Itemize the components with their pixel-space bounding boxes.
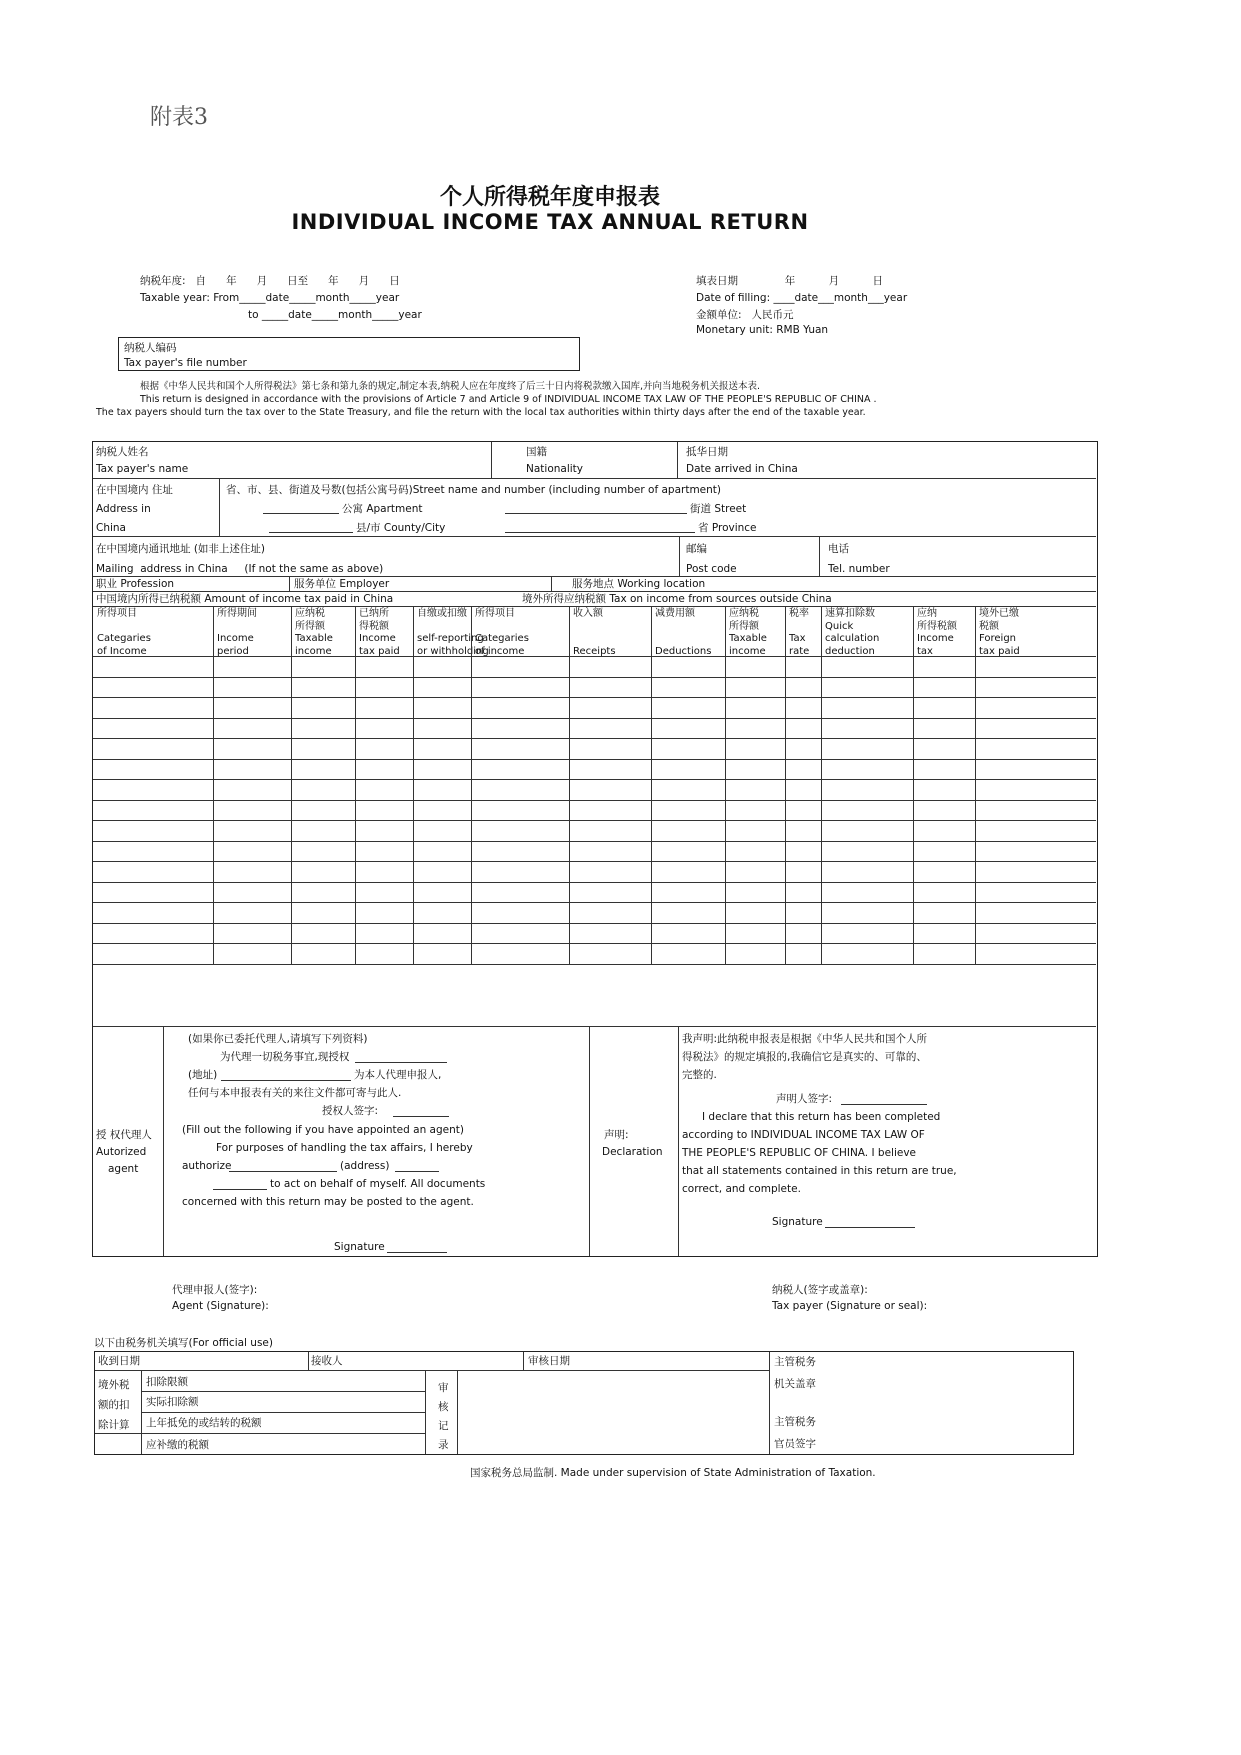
address-label-en-2: China — [96, 522, 126, 534]
column-header — [472, 607, 568, 659]
agent-line-6: (Fill out the following if you have appointed an agent) — [182, 1124, 464, 1136]
main-return-table — [92, 441, 1098, 1257]
agent-label-en-1: Autorized — [96, 1146, 147, 1158]
intro-zh: 根据《中华人民共和国个人所得税法》第七条和第九条的规定,制定本表,纳税人应在年度终了后三十日内将税款缴入国库,并向当地税务机关报送本表. — [140, 381, 761, 392]
taxable-year-en-to: to _____date_____month_____year — [248, 309, 422, 321]
taxpayer-signature-zh: 纳税人(签字或盖章): — [772, 1284, 868, 1296]
address-label-en-1: Address in — [96, 503, 151, 515]
taxpayer-signature-en: Tax payer (Signature or seal): — [772, 1300, 928, 1312]
column-header-en: Quick calculation deduction — [825, 620, 880, 657]
filing-date-en: Date of filling: ____date___month___year — [696, 292, 908, 304]
footer-note: 国家税务总局监制. Made under supervision of State Administration of Taxation. — [470, 1467, 876, 1479]
arrival-date-label-en: Date arrived in China — [686, 463, 798, 475]
column-header — [726, 607, 784, 659]
column-header — [976, 607, 1095, 659]
column-header-zh: 速算扣除数 — [825, 608, 875, 619]
column-header — [414, 607, 489, 659]
table-row[interactable] — [93, 882, 1096, 903]
declaration-en-2: according to INDIVIDUAL INCOME TAX LAW OF — [682, 1129, 925, 1141]
tax-due-label: 应补缴的税额 — [146, 1439, 209, 1451]
chief-sign-1: 主管税务 — [774, 1416, 816, 1428]
table-row[interactable] — [93, 738, 1096, 759]
tel-label-zh: 电话 — [828, 543, 849, 555]
nationality-label-zh: 国籍 — [526, 446, 547, 458]
agent-line-1: (如果你已委托代理人,请填写下列资料) — [188, 1033, 368, 1045]
column-header — [570, 607, 650, 659]
column-header-zh: 减费用额 — [655, 608, 695, 619]
official-use-header: 以下由税务机关填写(For official use) — [94, 1337, 273, 1349]
post-code-label-zh: 邮编 — [686, 543, 707, 555]
table-row[interactable] — [93, 902, 1096, 923]
filing-date-zh: 填表日期 年 月 日 — [696, 275, 883, 287]
received-date-label: 收到日期 — [98, 1355, 140, 1367]
column-header-zh: 应纳 所得税额 — [917, 608, 957, 632]
column-header — [652, 607, 724, 659]
column-header-en: Income tax paid — [359, 633, 400, 657]
agent-line-7: For purposes of handling the tax affairs, I hereby — [216, 1142, 473, 1154]
column-header-zh: 已纳所 得税额 — [359, 608, 389, 632]
apartment-label: 公寓 Apartment — [342, 503, 423, 515]
agent-signature-label: Signature — [334, 1241, 385, 1253]
table-row[interactable] — [93, 800, 1096, 821]
page-title-en: INDIVIDUAL INCOME TAX ANNUAL RETURN — [291, 210, 809, 234]
street-header: 省、市、县、街道及号数(包括公寓号码)Street name and number (including number of apartment) — [226, 484, 722, 496]
column-header-en: Foreign tax paid — [979, 633, 1020, 657]
intro-en-2: The tax payers should turn the tax over to the State Treasury, and file the return with the local tax authorities within thirty days after the end of the taxable year. — [96, 407, 866, 418]
working-location-label: 服务地点 Working location — [572, 578, 706, 590]
column-header-en: Income tax — [917, 633, 954, 657]
taxable-year-zh: 纳税年度: 自 年 月 日至 年 月 日 — [140, 275, 400, 287]
column-header-zh: 所得期间 — [217, 608, 257, 619]
street-label: 街道 Street — [690, 503, 747, 515]
column-header-en: Receipts — [573, 645, 616, 657]
chief-seal-2: 机关盖章 — [774, 1378, 816, 1390]
agent-signature-zh: 代理申报人(签字): — [172, 1284, 258, 1296]
official-use-table — [94, 1351, 1074, 1455]
taxpayer-name-label-zh: 纳税人姓名 — [96, 446, 149, 458]
table-row[interactable] — [93, 718, 1096, 739]
column-header-en: self-reporting or withholding — [417, 633, 489, 657]
agent-line-2: 为代理一切税务事宜,现授权 — [220, 1051, 350, 1063]
mailing-address-label-en: Mailing address in China (If not the same as above) — [96, 563, 384, 575]
province-label: 省 Province — [698, 522, 757, 534]
declaration-signature-label: Signature — [772, 1216, 823, 1228]
chief-seal-1: 主管税务 — [774, 1356, 816, 1368]
intro-en-1: This return is designed in accordance with the provisions of Article 7 and Article 9 of INDIVIDUAL INCOME TAX LAW OF THE PEOPLE'S REPUBLIC OF CHINA . — [140, 394, 877, 405]
agent-line-3a: (地址) — [188, 1069, 218, 1081]
file-number-box[interactable] — [118, 337, 580, 371]
column-header-zh: 税率 — [789, 608, 809, 619]
declaration-zh-4: 声明人签字: — [776, 1093, 833, 1105]
arrival-date-label-zh: 抵华日期 — [686, 446, 728, 458]
review-record-label: 审核记录 — [438, 1382, 449, 1451]
column-header-zh: 应纳税 所得额 — [295, 608, 325, 632]
taxpayer-name-label-en: Tax payer's name — [96, 463, 189, 475]
annex-label: 附表3 — [150, 105, 208, 130]
agent-line-8a: authorize — [182, 1160, 232, 1172]
agent-label-zh: 授 权代理人 — [96, 1129, 152, 1141]
table-row[interactable] — [93, 779, 1096, 800]
agent-line-5: 授权人签字: — [322, 1105, 379, 1117]
agent-line-10: concerned with this return may be posted to the agent. — [182, 1196, 474, 1208]
column-header-zh: 所得项目 — [475, 608, 515, 619]
agent-signature-line[interactable] — [387, 1241, 447, 1253]
column-header-zh: 自缴或扣缴 — [417, 608, 467, 619]
column-header-en: Deductions — [655, 645, 712, 657]
declaration-zh-1: 我声明:此纳税申报表是根据《中华人民共和国个人所 — [682, 1033, 928, 1045]
deduction-limit-label: 扣除限额 — [146, 1376, 188, 1388]
nationality-label-en: Nationality — [526, 463, 584, 475]
agent-line-4: 任何与本申报表有关的来往文件都可寄与此人. — [188, 1087, 402, 1099]
table-row[interactable] — [93, 677, 1096, 698]
table-row[interactable] — [93, 841, 1096, 862]
agent-line-3b: 为本人代理申报人, — [354, 1069, 442, 1081]
employer-label: 服务单位 Employer — [294, 578, 390, 590]
column-header — [356, 607, 412, 659]
declaration-signature-line[interactable] — [825, 1216, 915, 1228]
agent-signature-en: Agent (Signature): — [172, 1300, 269, 1312]
column-header — [214, 607, 290, 659]
declaration-en-4: that all statements contained in this return are true, — [682, 1165, 957, 1177]
monetary-unit-en: Monetary unit: RMB Yuan — [696, 324, 829, 336]
table-row[interactable] — [93, 656, 1096, 677]
mailing-address-label-zh: 在中国境内通讯地址 (如非上述住址) — [96, 543, 266, 555]
taxable-year-en-from: Taxable year: From_____date_____month_____year — [140, 292, 400, 304]
column-header-en: Categaries of Income — [97, 633, 151, 657]
table-row[interactable] — [93, 759, 1096, 780]
column-header-en: Categaries of income — [475, 633, 529, 657]
agent-line-9: to act on behalf of myself. All documents — [270, 1178, 486, 1190]
table-row[interactable] — [93, 820, 1096, 841]
declaration-label-zh: 声明: — [604, 1129, 629, 1141]
file-number-label-zh: 纳税人编码 — [124, 342, 177, 354]
column-header-en: Tax rate — [789, 633, 810, 657]
profession-label: 职业 Profession — [96, 578, 175, 590]
post-code-label-en: Post code — [686, 563, 737, 575]
column-header — [786, 607, 820, 659]
column-header-zh: 应纳税 所得额 — [729, 608, 759, 632]
column-header-zh: 所得项目 — [97, 608, 137, 619]
column-header-zh: 收入额 — [573, 608, 603, 619]
declaration-zh-2: 得税法》的规定填报的,我确信它是真实的、可靠的、 — [682, 1051, 927, 1063]
declaration-en-1: I declare that this return has been completed — [702, 1111, 941, 1123]
table-row[interactable] — [93, 861, 1096, 882]
review-date-label: 审核日期 — [528, 1355, 570, 1367]
table-row[interactable] — [93, 923, 1096, 944]
address-label-zh: 在中国境内 住址 — [96, 484, 173, 496]
county-city-label: 县/市 County/City — [356, 522, 446, 534]
table-row[interactable] — [93, 697, 1096, 718]
page-title-zh: 个人所得税年度申报表 — [439, 185, 660, 210]
column-header — [914, 607, 974, 659]
column-header-en: Taxable income — [729, 633, 767, 657]
declaration-en-3: THE PEOPLE'S REPUBLIC OF CHINA. I believe — [682, 1147, 917, 1159]
file-number-label-en: Tax payer's file number — [124, 357, 247, 369]
carryover-tax-label: 上年抵免的或结转的税额 — [146, 1417, 262, 1429]
chief-sign-2: 官员签字 — [774, 1438, 816, 1450]
monetary-unit-zh: 金额单位: 人民币元 — [696, 309, 794, 321]
column-header-zh: 境外已缴 税额 — [979, 608, 1019, 632]
column-header — [94, 607, 212, 659]
actual-deduction-label: 实际扣除额 — [146, 1396, 199, 1408]
domestic-section-header: 中国境内所得已纳税额 Amount of income tax paid in China — [96, 593, 394, 605]
declaration-en-5: correct, and complete. — [682, 1183, 801, 1195]
declaration-label-en: Declaration — [602, 1146, 663, 1158]
receiver-label: 接收人 — [311, 1355, 343, 1367]
agent-label-en-2: agent — [108, 1163, 139, 1175]
table-row[interactable] — [93, 943, 1096, 964]
tel-label-en: Tel. number — [828, 563, 890, 575]
agent-line-8b: (address) — [340, 1160, 390, 1172]
foreign-section-header: 境外所得应纳税额 Tax on income from sources outside China — [522, 593, 832, 605]
column-header-en: Taxable income — [295, 633, 333, 657]
column-header — [822, 607, 912, 659]
column-header — [292, 607, 354, 659]
declaration-zh-3: 完整的. — [682, 1069, 717, 1081]
column-header-en: Income period — [217, 633, 254, 657]
foreign-calc-label: 境外税额的扣除计算 — [98, 1379, 130, 1431]
